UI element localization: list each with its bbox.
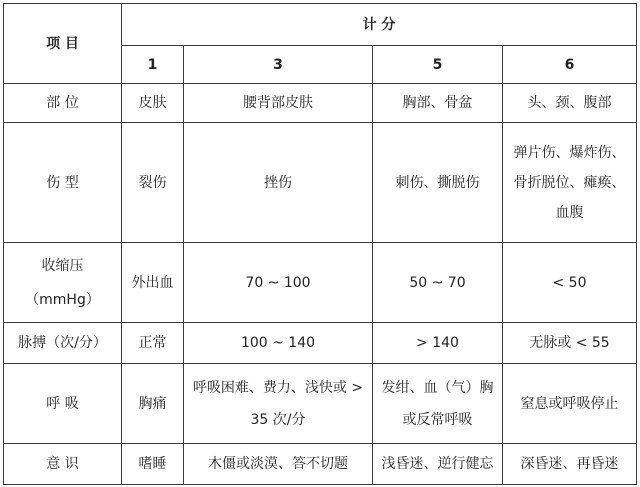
table-cell: 发绀、血（气）胸 或反常呼吸 (373, 364, 503, 444)
score-6-header: 6 (503, 46, 637, 84)
row-label-location: 部 位 (4, 84, 122, 123)
header-row-1 (4, 4, 637, 46)
table-cell: 刺伤、撕脱伤 (373, 123, 503, 243)
table-cell: 弹片伤、爆炸伤、 骨折脱位、瘫痪、 血腹 (503, 123, 637, 243)
item-header: 项 目 (4, 4, 122, 84)
table-cell: 窒息或呼吸停止 (503, 364, 637, 444)
table-row (4, 123, 637, 243)
table-cell: 100 ~ 140 (184, 323, 373, 364)
table-cell: 胸部、骨盆 (373, 84, 503, 123)
table-cell: 外出血 (122, 243, 184, 323)
table-cell: 木僵或淡漠、答不切题 (184, 444, 373, 485)
table-cell: 浅昏迷、逆行健忘 (373, 444, 503, 485)
table-cell: 腰背部皮肤 (184, 84, 373, 123)
table-row (4, 364, 637, 444)
table-cell: 胸痛 (122, 364, 184, 444)
table-cell: < 50 (503, 243, 637, 323)
row-label-pulse: 脉搏（次/分） (4, 323, 122, 364)
table-cell: 无脉或 < 55 (503, 323, 637, 364)
table-row (4, 323, 637, 364)
score-3-header: 3 (184, 46, 373, 84)
row-label-respiration: 呼 吸 (4, 364, 122, 444)
trauma-scoring-table (3, 3, 637, 485)
score-5-header: 5 (373, 46, 503, 84)
table-cell: 70 ~ 100 (184, 243, 373, 323)
table-cell: 正常 (122, 323, 184, 364)
table-row (4, 243, 637, 323)
row-label-consciousness: 意 识 (4, 444, 122, 485)
table-row (4, 444, 637, 485)
table-cell: > 140 (373, 323, 503, 364)
score-1-header: 1 (122, 46, 184, 84)
table-cell: 嗜睡 (122, 444, 184, 485)
row-label-systolic-pressure: 收缩压 （mmHg） (4, 243, 122, 323)
table-row (4, 84, 637, 123)
score-header: 计 分 (122, 4, 637, 46)
table-cell: 50 ~ 70 (373, 243, 503, 323)
table-cell: 头、颈、腹部 (503, 84, 637, 123)
row-label-injury-type: 伤 型 (4, 123, 122, 243)
table-cell: 裂伤 (122, 123, 184, 243)
table-cell: 皮肤 (122, 84, 184, 123)
table-cell: 挫伤 (184, 123, 373, 243)
table-cell: 呼吸困难、费力、浅快或 > 35 次/分 (184, 364, 373, 444)
table-cell: 深昏迷、再昏迷 (503, 444, 637, 485)
